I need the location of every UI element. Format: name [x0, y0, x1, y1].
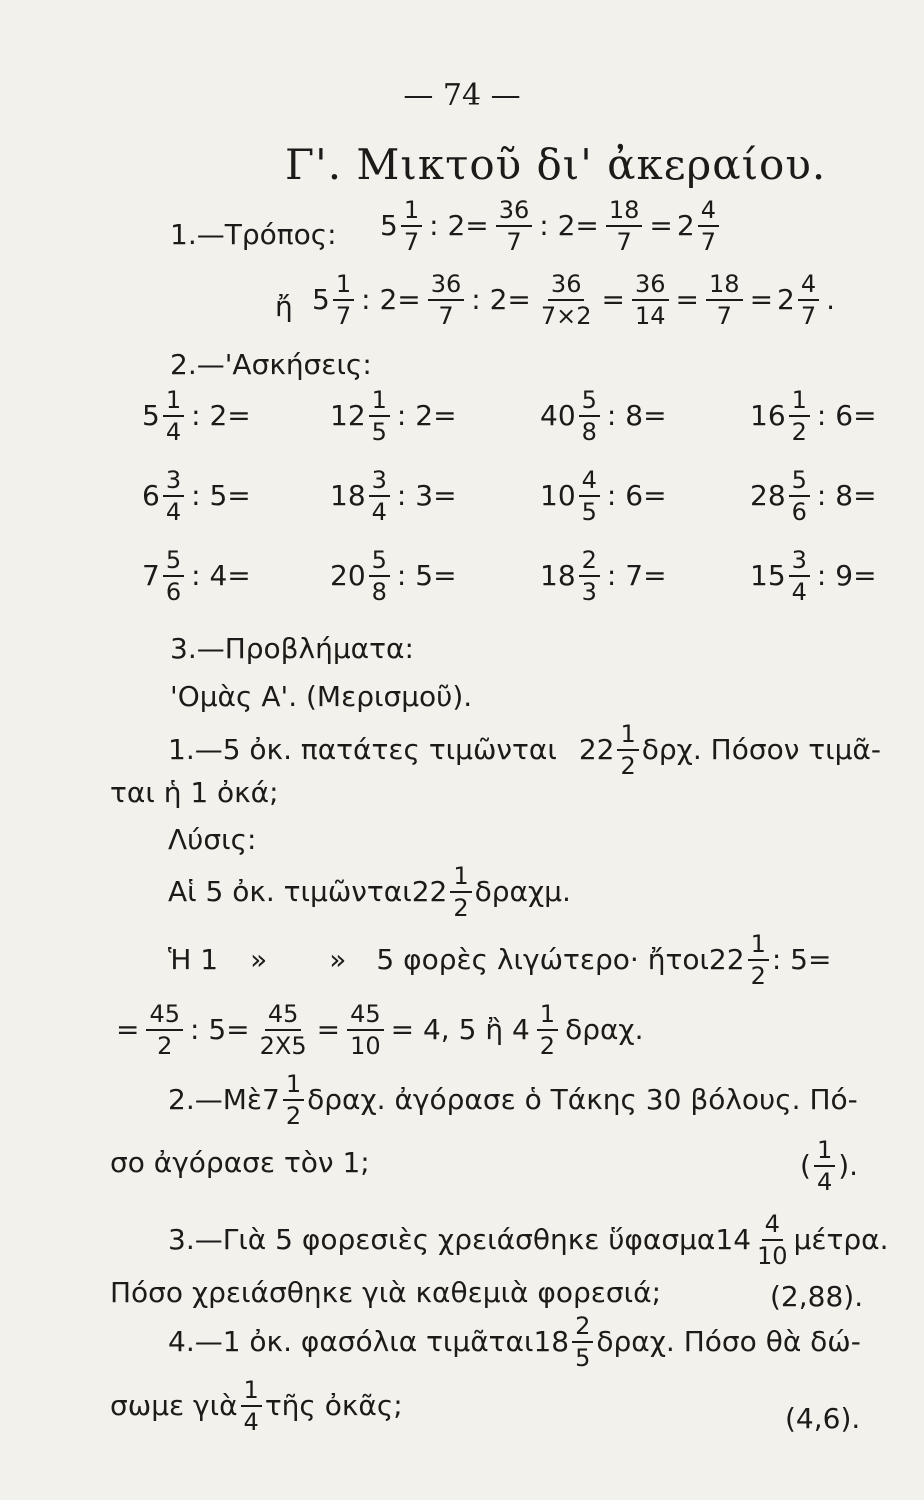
mixed-number [750, 388, 813, 444]
operator: : 2= [361, 283, 421, 316]
whole-part: 12 [330, 399, 366, 432]
operator: δραχ. [565, 1013, 644, 1046]
operator: = [749, 283, 774, 316]
operator: : 5= [396, 559, 457, 592]
mixed-number [677, 198, 722, 254]
operator: = [675, 283, 700, 316]
problem-4 [168, 1314, 861, 1370]
denominator: 8 [581, 418, 597, 446]
numerator: 1 [283, 1072, 304, 1101]
mixed-number [330, 468, 393, 524]
numerator: 36 [496, 198, 533, 227]
numerator: 1 [748, 932, 769, 961]
operator: : 2= [429, 209, 489, 242]
operator: : 9= [816, 559, 877, 592]
denominator: 5 [371, 418, 387, 446]
denominator: 2 [157, 1032, 173, 1060]
problem-3-text: 3.—Γιὰ 5 φορεσιὲς χρειάσθηκε ὕφασμα [168, 1223, 716, 1256]
problem-4-answer: (4,6). [785, 1402, 861, 1435]
denominator: 4 [371, 498, 387, 526]
fraction [789, 468, 810, 524]
denominator: 10 [757, 1242, 788, 1270]
fraction [748, 932, 769, 988]
numerator: 45 [265, 1002, 302, 1031]
fraction [617, 722, 638, 778]
operator: : 2= [191, 399, 251, 432]
mixed-number [142, 468, 187, 524]
exercise-item [540, 548, 671, 604]
whole-part: 7 [142, 559, 160, 592]
method-line-2 [312, 272, 839, 328]
fraction [257, 1002, 310, 1058]
operator: : 8= [816, 479, 877, 512]
exercise-item [330, 548, 461, 604]
denominator: 2 [285, 1102, 302, 1130]
fraction [450, 864, 471, 920]
fraction [698, 198, 719, 254]
numerator: 4 [762, 1212, 783, 1241]
problem-2 [168, 1072, 858, 1128]
solution-line-2 [168, 932, 831, 988]
solution-line-1 [168, 864, 571, 920]
whole-part: 2 [777, 283, 795, 316]
paren: ( [800, 1149, 811, 1182]
numerator: 4 [698, 198, 719, 227]
whole-part: 16 [750, 399, 786, 432]
operator: = [601, 283, 625, 316]
denominator: 6 [791, 498, 807, 526]
numerator: 36 [548, 272, 585, 301]
numerator: 18 [706, 272, 743, 301]
whole-part: 15 [750, 559, 786, 592]
whole-part: 22 [708, 943, 745, 976]
denominator: 2X5 [259, 1032, 307, 1060]
solution-label: Λύσις: [168, 823, 257, 856]
numerator: 1 [369, 388, 390, 417]
numerator: 1 [241, 1378, 262, 1407]
denominator: 8 [371, 578, 387, 606]
denominator: 7 [700, 228, 716, 256]
numerator: 3 [369, 468, 390, 497]
denominator: 7 [506, 228, 522, 256]
numerator: 5 [789, 468, 810, 497]
fraction [146, 1002, 183, 1058]
operator: : 5= [191, 479, 251, 512]
numerator: 1 [163, 388, 184, 417]
problems-label: 3.—Προβλήματα: [170, 632, 414, 665]
problem-4-text-end: σωμε γιὰ [110, 1389, 238, 1422]
denominator: 5 [581, 498, 597, 526]
exercise-item [540, 388, 671, 444]
whole-part: 40 [540, 399, 576, 432]
ditto-mark: » [250, 943, 268, 976]
whole-part: 5 [142, 399, 160, 432]
numerator: 36 [632, 272, 669, 301]
denominator: 3 [581, 578, 597, 606]
fraction [241, 1378, 262, 1434]
numerator: 2 [572, 1314, 593, 1343]
problem-3-answer: (2,88). [770, 1280, 864, 1313]
problem-4-text-end-2: τῆς ὀκᾶς; [264, 1389, 403, 1422]
operator: = [316, 1013, 341, 1046]
numerator: 5 [163, 548, 184, 577]
whole-part: 18 [540, 559, 576, 592]
problem-2-answer [800, 1138, 858, 1194]
solution-2-text-cont: 5 φορὲς λιγώτερο· ἤτοι [376, 943, 709, 976]
fraction [706, 272, 743, 328]
numerator: 5 [369, 548, 390, 577]
numerator: 1 [814, 1138, 835, 1167]
mixed-number [330, 388, 393, 444]
fraction [369, 548, 390, 604]
problem-1-text: 1.—5 ὀκ. πατάτες τιμῶνται [168, 733, 557, 766]
whole-part: 2 [676, 209, 695, 242]
solution-1-text: Αἱ 5 ὀκ. τιμῶνται [168, 875, 412, 908]
fraction [538, 272, 595, 328]
mixed-number [750, 548, 813, 604]
mixed-number [709, 932, 772, 988]
denominator: 4 [243, 1408, 259, 1436]
numerator: 4 [798, 272, 819, 301]
denominator: 4 [791, 578, 807, 606]
fraction [814, 1138, 835, 1194]
whole-part: 5 [380, 209, 398, 242]
solution-2-text: Ἡ 1 [168, 943, 219, 976]
fraction [579, 468, 600, 524]
fraction [606, 198, 643, 254]
method-line-1 [380, 198, 722, 254]
problem-2-text-end: σο ἀγόρασε τὸν 1; [110, 1146, 370, 1179]
mixed-number [715, 1212, 793, 1268]
operator: : 2= [396, 399, 457, 432]
mixed-number [540, 548, 603, 604]
whole-part: 10 [540, 479, 576, 512]
denominator: 7 [438, 302, 454, 330]
problem-3 [168, 1212, 889, 1268]
numerator: 2 [579, 548, 600, 577]
numerator: 1 [537, 1002, 558, 1031]
operator: = [116, 1013, 140, 1046]
numerator: 4 [579, 468, 600, 497]
denominator: 10 [350, 1032, 381, 1060]
numerator: 1 [401, 198, 422, 227]
problem-1 [168, 722, 881, 778]
problem-3-unit: μέτρα. [793, 1223, 889, 1256]
problem-4-fraction [238, 1378, 265, 1434]
problem-2-text: 2.—Μὲ [168, 1083, 263, 1116]
mixed-number [540, 388, 603, 444]
fraction [347, 1002, 384, 1058]
fraction [579, 548, 600, 604]
operator: = [649, 209, 673, 242]
denominator: 7 [403, 228, 420, 256]
whole-part: 18 [533, 1325, 570, 1358]
problem-1-text-end: ται ἡ 1 ὀκά; [110, 776, 279, 809]
denominator: 4 [816, 1168, 833, 1196]
mixed-number [533, 1314, 596, 1370]
fraction [283, 1072, 304, 1128]
ditto-mark: » [329, 943, 347, 976]
numerator: 1 [789, 388, 810, 417]
whole-part: 6 [142, 479, 160, 512]
denominator: 5 [575, 1344, 591, 1372]
operator: : 6= [816, 399, 877, 432]
problem-4-line-2 [110, 1378, 403, 1434]
fraction [401, 198, 422, 254]
fraction [496, 198, 533, 254]
numerator: 36 [428, 272, 465, 301]
fraction [163, 468, 184, 524]
denominator: 2 [453, 894, 469, 922]
whole-part: 22 [578, 733, 615, 766]
numerator: 3 [789, 548, 810, 577]
exercise-item [330, 388, 461, 444]
solution-2-amount [709, 932, 772, 988]
solution-1-unit: δραχμ. [474, 875, 571, 908]
mixed-number [579, 722, 642, 778]
or-word: ἤ [275, 290, 293, 323]
numerator: 45 [146, 1002, 183, 1031]
problem-4-text-cont: δραχ. Πόσο θὰ δώ- [596, 1325, 861, 1358]
numerator: 3 [163, 468, 184, 497]
exercise-item [750, 388, 881, 444]
solution-line-3 [112, 1002, 648, 1058]
whole-part: 7 [262, 1083, 280, 1116]
problem-3-text-end: Πόσο χρειάσθηκε γιὰ καθεμιὰ φορεσιά; [110, 1276, 662, 1309]
denominator: 2 [620, 752, 636, 780]
denominator: 7 [616, 228, 632, 256]
problem-2-amount [262, 1072, 307, 1128]
mixed-number [330, 548, 393, 604]
exercise-item [540, 468, 671, 524]
problem-4-amount [533, 1314, 596, 1370]
exercise-item [750, 548, 881, 604]
numerator: 18 [606, 198, 643, 227]
exercise-item [142, 468, 255, 524]
method-label: 1.—Τρόπος: [170, 218, 337, 251]
operator: : 2= [471, 283, 531, 316]
answer-fraction [811, 1138, 838, 1194]
exercise-item [142, 548, 255, 604]
whole-part: 22 [411, 875, 448, 908]
fraction [789, 388, 810, 444]
page-number: — 74 — [403, 78, 521, 113]
denominator: 2 [750, 962, 766, 990]
operator: : 5= [190, 1013, 250, 1046]
section-heading: Γ'. Μικτοῦ δι' ἀκεραίου. [285, 140, 827, 189]
denominator: 6 [165, 578, 182, 606]
denominator: 14 [635, 302, 666, 330]
mixed-number [540, 468, 603, 524]
exercise-item [142, 388, 255, 444]
whole-part: 28 [750, 479, 786, 512]
operator: : 3= [396, 479, 457, 512]
fraction [428, 272, 465, 328]
exercises-label: 2.—'Ασκήσεις: [170, 348, 372, 381]
mixed-number [412, 864, 475, 920]
fraction [579, 388, 600, 444]
operator: : 2= [539, 209, 599, 242]
exercise-item [750, 468, 881, 524]
fraction [798, 272, 819, 328]
mixed-number [750, 468, 813, 524]
denominator: 4 [165, 498, 182, 526]
mixed-number [142, 548, 187, 604]
solution-1-amount [412, 864, 475, 920]
fraction [632, 272, 669, 328]
fraction [163, 388, 184, 444]
whole-part: 14 [715, 1223, 752, 1256]
fraction [163, 548, 184, 604]
fraction [537, 1002, 558, 1058]
whole-part: 5 [312, 283, 330, 316]
denominator: 7 [335, 302, 352, 330]
mixed-number [262, 1072, 307, 1128]
operator: = 4, 5 ἢ 4 [390, 1013, 530, 1046]
problem-1-amount [579, 722, 642, 778]
mixed-number [312, 272, 357, 328]
paren: ). [838, 1149, 859, 1182]
operator: : 8= [606, 399, 667, 432]
whole-part: 20 [330, 559, 366, 592]
operator: : 7= [606, 559, 667, 592]
numerator: 45 [347, 1002, 384, 1031]
denominator: 7 [800, 302, 817, 330]
fraction [369, 388, 390, 444]
mixed-number [380, 198, 425, 254]
problem-3-amount [715, 1212, 793, 1268]
operator: . [826, 283, 836, 316]
problem-2-text-cont: δραχ. ἀγόρασε ὁ Τάκης 30 βόλους. Πό- [307, 1083, 858, 1116]
denominator: 7×2 [540, 302, 592, 330]
problem-group-title: 'Ομὰς Α'. (Μερισμοῦ). [170, 680, 473, 713]
numerator: 1 [617, 722, 638, 751]
numerator: 5 [579, 388, 600, 417]
fraction [789, 548, 810, 604]
problem-4-text: 4.—1 ὀκ. φασόλια τιμᾶται [168, 1325, 534, 1358]
mixed-number [777, 272, 822, 328]
denominator: 2 [791, 418, 807, 446]
mixed-number [142, 388, 187, 444]
fraction [572, 1314, 593, 1370]
numerator: 1 [450, 864, 471, 893]
solution-2-op: : 5= [771, 943, 832, 976]
denominator: 2 [539, 1032, 556, 1060]
denominator: 7 [716, 302, 732, 330]
numerator: 1 [333, 272, 354, 301]
problem-1-text-cont: δρχ. Πόσον τιμᾶ- [641, 733, 881, 766]
fraction [333, 272, 354, 328]
fraction [754, 1212, 791, 1268]
fraction [369, 468, 390, 524]
exercise-item [330, 468, 461, 524]
whole-part: 18 [330, 479, 366, 512]
operator: : 4= [191, 559, 251, 592]
denominator: 4 [165, 418, 182, 446]
operator: : 6= [606, 479, 667, 512]
